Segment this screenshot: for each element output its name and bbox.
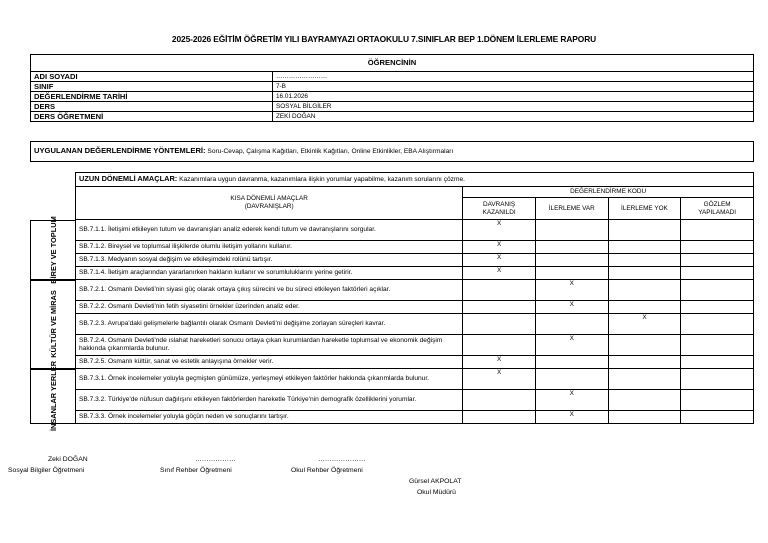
evaluation-mark <box>681 314 754 335</box>
table-row <box>76 301 754 314</box>
table-row <box>76 220 754 241</box>
evaluation-mark <box>463 335 536 356</box>
student-label: DERS ÖĞRETMENİ <box>31 112 273 122</box>
evaluation-mark <box>681 254 754 267</box>
principal-name: Gürsel AKPOLAT <box>409 478 462 485</box>
principal-role: Okul Müdürü <box>417 489 456 496</box>
methods-value: Soru-Cevap, Çalışma Kağıtları, Etkinlik Kağıtları, Online Etkinlikler, EBA Alıştırmaları <box>207 148 454 155</box>
evaluation-mark <box>608 267 681 280</box>
col-progress-yes: İLERLEME VAR <box>535 198 608 220</box>
evaluation-mark <box>608 280 681 301</box>
evaluation-mark <box>681 301 754 314</box>
col-behavior-gained: DAVRANIŞ KAZANILDI <box>463 198 536 220</box>
student-value: 16.01.2026 <box>273 92 754 102</box>
evaluation-mark <box>681 335 754 356</box>
evaluation-mark: X <box>463 241 536 254</box>
evaluation-mark <box>535 267 608 280</box>
evaluation-mark <box>535 241 608 254</box>
evaluation-mark <box>608 241 681 254</box>
class-teacher-role: Sınıf Rehber Öğretmeni <box>160 467 232 474</box>
table-row <box>76 369 754 390</box>
evaluation-mark <box>681 369 754 390</box>
teacher-name: Zeki DOĞAN <box>48 456 88 463</box>
col-not-observed: GÖZLEM YAPILAMADI <box>681 198 754 220</box>
evaluation-mark <box>463 314 536 335</box>
methods-label: UYGULANAN DEĞERLENDİRME YÖNTEMLERİ: <box>34 146 206 155</box>
table-row <box>76 280 754 301</box>
report-title: 2025-2026 EĞİTİM ÖĞRETİM YILI BAYRAMYAZI ORTAOKULU 7.SINIFLAR BEP 1.DÖNEM İLERLEME RAPORU <box>171 34 597 44</box>
goal-text: SB.7.2.1. Osmanlı Devleti'nin siyasi güç olarak ortaya çıkış sürecini ve bu süreci etkileyen faktörleri açıklar. <box>76 280 463 301</box>
evaluation-mark <box>608 301 681 314</box>
student-label: SINIF <box>31 82 273 92</box>
goal-rows <box>76 220 754 424</box>
evaluation-mark <box>608 369 681 390</box>
table-row <box>76 254 754 267</box>
evaluation-mark: X <box>463 220 536 241</box>
group-label: İNSANLAR YERLER <box>48 360 58 432</box>
table-row <box>76 390 754 411</box>
evaluation-mark <box>681 356 754 369</box>
evaluation-mark: X <box>535 335 608 356</box>
evaluation-mark <box>608 390 681 411</box>
evaluation-mark <box>608 411 681 424</box>
table-row <box>76 314 754 335</box>
evaluation-mark <box>608 356 681 369</box>
group-label: BİREY VE TOPLUM <box>48 215 58 284</box>
table-row <box>76 356 754 369</box>
goal-text: SB.7.1.2. Bireysel ve toplumsal ilişkilerde olumlu iletişim yollarını kullanır. <box>76 241 463 254</box>
goal-text: SB.7.3.2. Türkiye'de nüfusun dağılışını etkileyen faktörlerden hareketle Türkiye'nin demografik özelliklerini yorumlar. <box>76 390 463 411</box>
student-row <box>31 72 754 82</box>
goal-text: SB.7.1.1. İletişimi etkileyen tutum ve davranışları analiz ederek kendi tutum ve davranışlarını sorgular. <box>76 220 463 241</box>
student-row <box>31 92 754 102</box>
evaluation-mark <box>608 220 681 241</box>
col-progress-no: İLERLEME YOK <box>608 198 681 220</box>
goal-text: SB.7.2.5. Osmanlı kültür, sanat ve estetik anlayışına örnekler verir. <box>76 356 463 369</box>
student-row <box>31 112 754 122</box>
student-row <box>31 82 754 92</box>
group-label-box <box>30 360 76 432</box>
evaluation-mark <box>463 280 536 301</box>
goal-text: SB.7.3.3. Örnek incelemeler yoluyla göçün neden ve sonuçlarını tartışır. <box>76 411 463 424</box>
student-row <box>31 102 754 112</box>
evaluation-mark <box>681 220 754 241</box>
goals-table <box>75 172 754 424</box>
evaluation-mark <box>608 335 681 356</box>
group-label: KÜLTÜR VE MİRAS <box>48 290 58 358</box>
class-teacher-dots: ……………… <box>195 456 236 463</box>
goal-text: SB.7.3.1. Örnek incelemeler yoluyla geçmişten günümüze, yerleşmeyi etkileyen faktörler hakkında çıkarımlarda bulunur. <box>76 369 463 390</box>
evaluation-mark: X <box>535 301 608 314</box>
evaluation-mark: X <box>535 280 608 301</box>
student-value: …………………… <box>273 72 754 82</box>
evaluation-mark <box>681 280 754 301</box>
evaluation-mark: X <box>535 390 608 411</box>
evaluation-mark <box>535 254 608 267</box>
evaluation-mark <box>681 411 754 424</box>
evaluation-code-header: DEĞERLENDİRME KODU <box>463 187 754 198</box>
goal-text: SB.7.1.4. İletişim araçlarından yararlanırken hakların kullanır ve sorumluluklarını yerine getirir. <box>76 267 463 280</box>
group-label-box <box>30 215 76 284</box>
table-row <box>76 335 754 356</box>
goal-text: SB.7.2.4. Osmanlı Devleti'nde ıslahat hareketleri sonucu ortaya çıkan kurumlardan hareketle toplumsal ve ekonomik değişim hakkında çıkarımlarda bulunur. <box>76 335 463 356</box>
behaviors-header: (DAVRANIŞLAR) <box>244 203 294 210</box>
student-label: DEĞERLENDİRME TARİHİ <box>31 92 273 102</box>
evaluation-mark <box>681 267 754 280</box>
evaluation-mark: X <box>535 411 608 424</box>
evaluation-mark <box>681 241 754 254</box>
long-term-label: UZUN DÖNEMLİ AMAÇLAR: <box>79 174 178 183</box>
student-header: ÖĞRENCİNİN <box>31 55 754 72</box>
evaluation-mark <box>535 220 608 241</box>
group-label-box <box>30 280 76 369</box>
evaluation-mark <box>463 411 536 424</box>
student-value: SOSYAL BİLGİLER <box>273 102 754 112</box>
goal-text: SB.7.2.2. Osmanlı Devleti'nin fetih siyasetini örnekler üzerinden analiz eder. <box>76 301 463 314</box>
evaluation-mark <box>535 369 608 390</box>
evaluation-mark <box>608 254 681 267</box>
evaluation-mark: X <box>463 356 536 369</box>
table-row <box>76 241 754 254</box>
evaluation-mark <box>681 390 754 411</box>
goal-text: SB.7.2.3. Avrupa'daki gelişmelerle bağlantılı olarak Osmanlı Devleti'ni değişime zorlayan süreçleri kavrar. <box>76 314 463 335</box>
table-row <box>76 267 754 280</box>
long-term-value: Kazanımlara uygun davranma, kazanımlara ilişkin yorumlar yapabilme, kazanım sorularını çözme. <box>179 176 465 183</box>
evaluation-mark <box>463 301 536 314</box>
evaluation-mark <box>535 314 608 335</box>
evaluation-mark <box>463 390 536 411</box>
methods-table <box>30 141 754 162</box>
student-info-table <box>30 54 754 122</box>
evaluation-mark: X <box>608 314 681 335</box>
evaluation-mark: X <box>463 369 536 390</box>
student-value: 7-B <box>273 82 754 92</box>
goal-text: SB.7.1.3. Medyanın sosyal değişim ve etkileşimdeki rolünü tartışır. <box>76 254 463 267</box>
student-label: ADI SOYADI <box>31 72 273 82</box>
school-counselor-role: Okul Rehber Öğretmeni <box>291 467 363 474</box>
evaluation-mark <box>535 356 608 369</box>
student-label: DERS <box>31 102 273 112</box>
evaluation-mark: X <box>463 267 536 280</box>
table-row <box>76 411 754 424</box>
evaluation-mark: X <box>463 254 536 267</box>
student-value: ZEKİ DOĞAN <box>273 112 754 122</box>
teacher-role: Sosyal Bilgiler Öğretmeni <box>8 467 85 474</box>
school-counselor-dots: ………………… <box>318 456 366 463</box>
short-goals-header: KISA DÖNEMLİ AMAÇLAR <box>230 195 308 202</box>
